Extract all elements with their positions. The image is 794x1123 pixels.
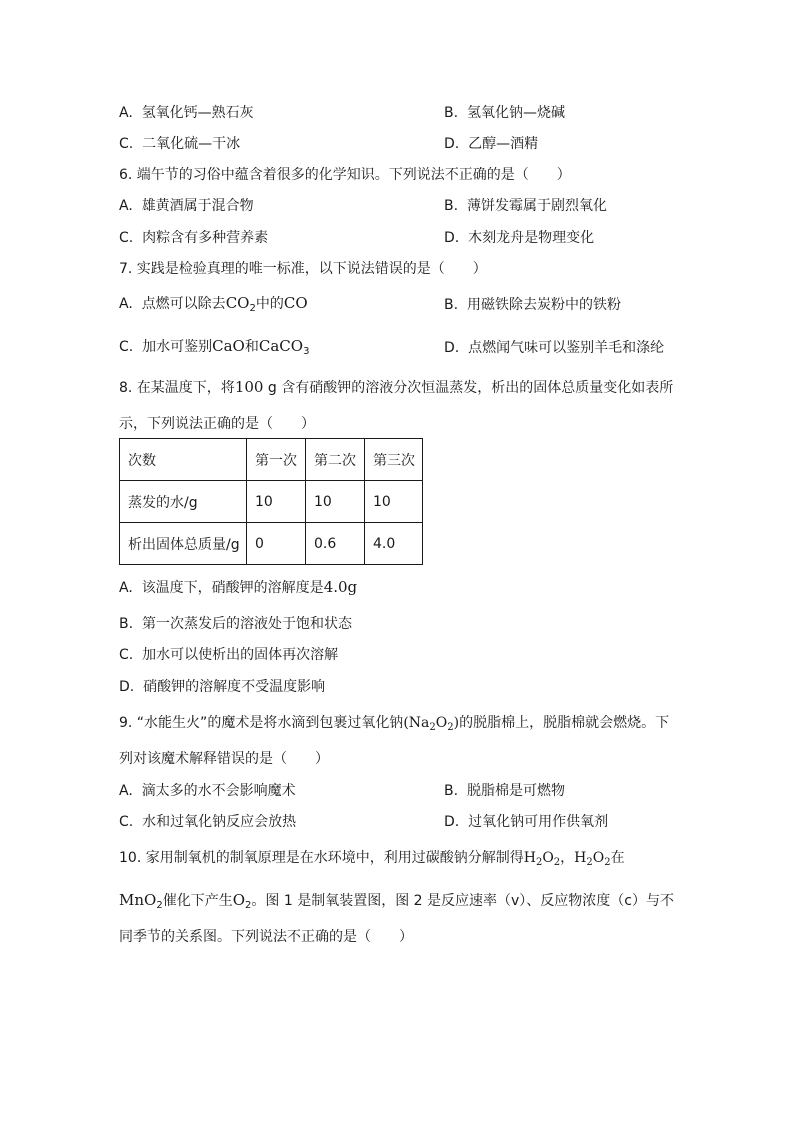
q5-option-d: D. 乙醇—酒精 <box>444 136 539 152</box>
q5-option-b: B. 氢氧化钠—烧碱 <box>444 105 565 121</box>
table-cell: 10 <box>247 481 306 523</box>
q10-stem-line2: MnO$_2$催化下产生$O_2$。图 1 是制氧装置图，图 2 是反应速率（v）、反应物浓度（c）与不 <box>119 891 674 911</box>
q7-stem: 7. 实践是检验真理的唯一标准，以下说法错误的是（ ） <box>119 261 487 277</box>
q6-option-a: A. 雄黄酒属于混合物 <box>119 198 254 214</box>
q9-option-b: B. 脱脂棉是可燃物 <box>444 783 565 799</box>
table-cell: 10 <box>306 481 365 523</box>
table-cell: 10 <box>365 481 423 523</box>
q5-option-c: C. 二氧化硫—干冰 <box>119 136 241 152</box>
table-cell: 4.0 <box>365 523 423 565</box>
table-header-cell: 第一次 <box>247 439 306 481</box>
q8-option-b: B. 第一次蒸发后的溶液处于饱和状态 <box>119 616 352 632</box>
table-header-cell: 次数 <box>120 439 247 481</box>
q8-data-table <box>119 438 423 565</box>
q9-option-a: A. 滴太多的水不会影响魔术 <box>119 783 296 799</box>
q8-stem-line2: 示，下列说法正确的是（ ） <box>119 416 315 432</box>
q7-option-d: D. 点燃闻气味可以鉴别羊毛和涤纶 <box>444 340 665 356</box>
q8-option-c: C. 加水可以使析出的固体再次溶解 <box>119 647 339 663</box>
q6-stem: 6. 端午节的习俗中蕴含着很多的化学知识。下列说法不正确的是（ ） <box>119 167 571 183</box>
table-header-cell: 第三次 <box>365 439 423 481</box>
q9-stem-line2: 列对该魔术解释错误的是（ ） <box>119 751 329 767</box>
table-row <box>120 481 423 523</box>
table-cell: 析出固体总质量/g <box>120 523 247 565</box>
table-row <box>120 523 423 565</box>
table-cell: 蒸发的水/g <box>120 481 247 523</box>
sodium-peroxide-formula: $(Na_2O_2)$ <box>403 715 460 733</box>
table-cell: 0 <box>247 523 306 565</box>
table-header-cell: 第二次 <box>306 439 365 481</box>
table-cell: 0.6 <box>306 523 365 565</box>
q6-option-c: C. 肉粽含有多种营养素 <box>119 230 269 246</box>
table-header-row <box>120 439 423 481</box>
q9-stem-line1: 9. “水能生火”的魔术是将水滴到包裹过氧化钠$(Na_2O_2)$的脱脂棉上，脱脂棉就会燃烧。下 <box>119 715 670 733</box>
q10-stem-line3: 同季节的关系图。下列说法不正确的是（ ） <box>119 929 413 945</box>
q7-option-c: C. 加水可鉴别CaO和CaCO$_3$ <box>119 337 310 357</box>
q6-option-b: B. 薄饼发霉属于剧烈氧化 <box>444 198 607 214</box>
q6-option-d: D. 木刻龙舟是物理变化 <box>444 230 595 246</box>
q8-stem-line1: 8. 在某温度下，将100 g 含有硝酸钾的溶液分次恒温蒸发，析出的固体总质量变化如表所 <box>119 378 674 396</box>
q7-option-b: B. 用磁铁除去炭粉中的铁粉 <box>444 297 621 313</box>
q10-stem-line1: 10. 家用制氧机的制氧原理是在水环境中，利用过碳酸钠分解制得$H_2O_2$，$H_2O_2$在 <box>119 850 625 868</box>
q9-option-c: C. 水和过氧化钠反应会放热 <box>119 814 297 830</box>
q5-option-a: A. 氢氧化钙—熟石灰 <box>119 105 254 121</box>
q9-option-d: D. 过氧化钠可用作供氧剂 <box>444 814 609 830</box>
q7-option-a: A. 点燃可以除去$CO_2$中的CO <box>119 294 308 314</box>
q8-option-a: A. 该温度下，硝酸钾的溶解度是4.0g <box>119 578 358 596</box>
q8-option-d: D. 硝酸钾的溶解度不受温度影响 <box>119 679 326 695</box>
